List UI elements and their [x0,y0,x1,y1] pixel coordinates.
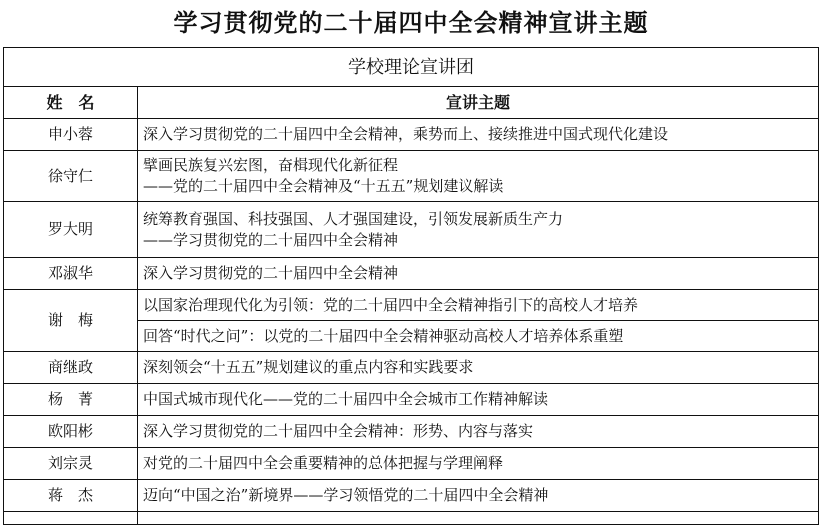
empty-cell [138,512,819,525]
speaker-name: 申小蓉 [4,119,138,151]
topic: 中国式城市现代化——党的二十届四中全会城市工作精神解读 [138,384,819,416]
topic [138,151,819,202]
table-row [4,416,819,448]
topic: 深入学习贯彻党的二十届四中全会精神，乘势而上、接续推进中国式现代化建设 [138,119,819,151]
header-name: 姓 名 [4,87,138,119]
topic-subline: ——党的二十届四中全会精神及“十五五”规划建议解读 [143,177,504,195]
topic-subline: ——学习贯彻党的二十届四中全会精神 [143,230,399,249]
speaker-name: 欧阳彬 [4,416,138,448]
table-row [4,290,819,321]
header-topic: 宣讲主题 [138,87,819,119]
speaker-name: 谢 梅 [4,290,138,352]
topic-line: 擘画民族复兴宏图，奋楫现代化新征程 [143,156,399,174]
table-row [4,480,819,512]
topic-line: 统筹教育强国、科技强国、人才强国建设，引领发展新质生产力 [143,209,564,228]
topic: 迈向“中国之治”新境界——学习领悟党的二十届四中全会精神 [138,480,819,512]
table-row [4,258,819,290]
topic: 深刻领会“十五五”规划建议的重点内容和实践要求 [138,352,819,384]
table-row [4,384,819,416]
speaker-name: 徐守仁 [4,151,138,202]
group-header-row [4,48,819,87]
speakers-table [3,47,819,525]
topic: 以国家治理现代化为引领：党的二十届四中全会精神指引下的高校人才培养 [138,290,819,321]
speaker-name: 蒋 杰 [4,480,138,512]
empty-cell [4,512,138,525]
topic: 深入学习贯彻党的二十届四中全会精神 [138,258,819,290]
speaker-name: 罗大明 [4,202,138,258]
topic [138,202,819,258]
speaker-name: 杨 菁 [4,384,138,416]
table-row [4,151,819,202]
table-row [4,352,819,384]
topic: 深入学习贯彻党的二十届四中全会精神：形势、内容与落实 [138,416,819,448]
group-title: 学校理论宣讲团 [4,48,819,87]
document-title: 学习贯彻党的二十届四中全会精神宣讲主题 [173,8,649,37]
table-row [4,448,819,480]
speaker-name: 商继政 [4,352,138,384]
topic: 回答“时代之问”：以党的二十届四中全会精神驱动高校人才培养体系重塑 [138,321,819,352]
table-row [4,202,819,258]
speaker-name: 刘宗灵 [4,448,138,480]
table-row [4,119,819,151]
table-row-cut-off [4,512,819,525]
column-header-row [4,87,819,119]
topic: 对党的二十届四中全会重要精神的总体把握与学理阐释 [138,448,819,480]
speaker-name: 邓淑华 [4,258,138,290]
